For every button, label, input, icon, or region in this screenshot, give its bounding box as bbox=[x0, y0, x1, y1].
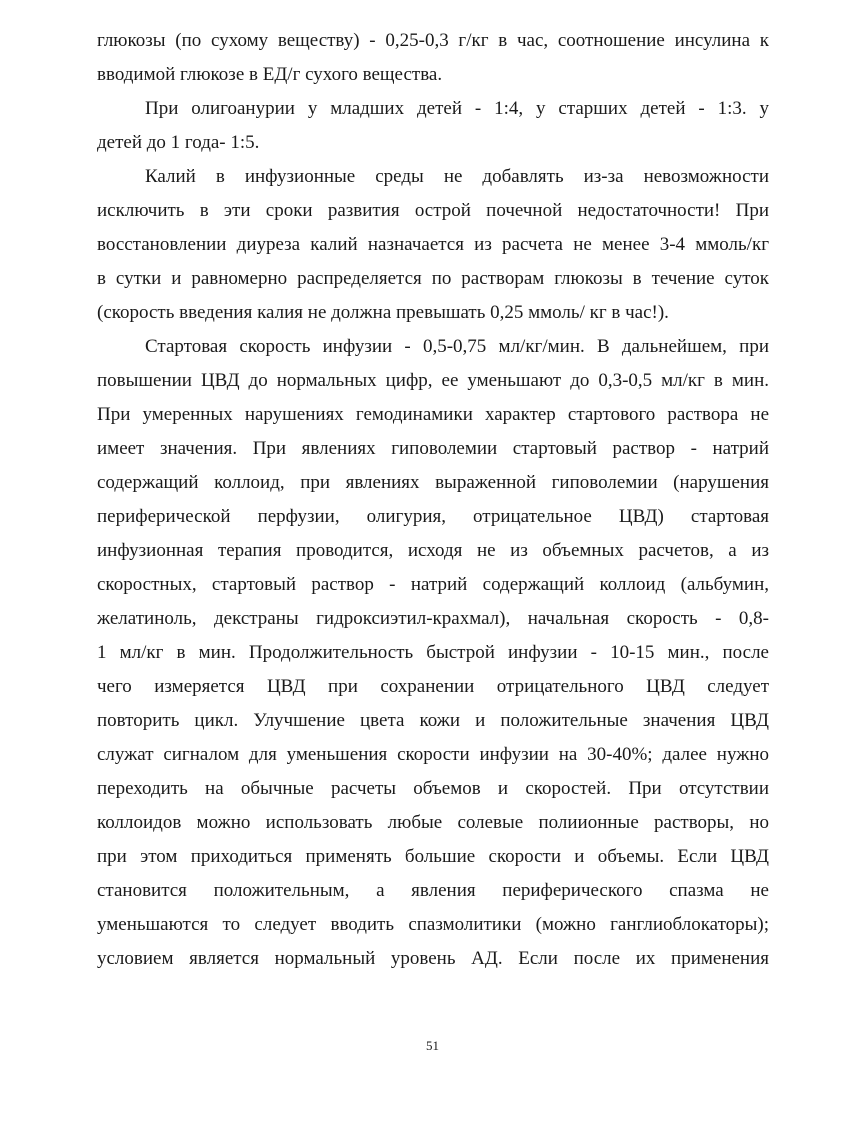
text-line: уменьшаются то следует вводить спазмолитики (можно ганглиоблокаторы); bbox=[97, 914, 769, 935]
text-line: коллоидов можно использовать любые солевые полиионные растворы, но bbox=[97, 812, 769, 833]
text-line: глюкозы (по сухому веществу) - 0,25-0,3 г/кг в час, соотношение инсулина к bbox=[97, 30, 769, 51]
text-line: повторить цикл. Улучшение цвета кожи и положительные значения ЦВД bbox=[97, 710, 769, 731]
text-line: желатиноль, декстраны гидроксиэтил-крахмал), начальная скорость - 0,8- bbox=[97, 608, 769, 629]
paragraph bbox=[97, 92, 769, 160]
text-line: 1 мл/кг в мин. Продолжительность быстрой инфузии - 10-15 мин., после bbox=[97, 642, 769, 663]
text-line: (скорость введения калия не должна превышать 0,25 ммоль/ кг в час!). bbox=[97, 302, 669, 323]
text-line: детей до 1 года- 1:5. bbox=[97, 132, 260, 153]
text-line: становится положительным, а явления периферического спазма не bbox=[97, 880, 769, 901]
text-line: вводимой глюкозе в ЕД/г сухого вещества. bbox=[97, 64, 443, 85]
text-line: при этом приходиться применять большие скорости и объемы. Если ЦВД bbox=[97, 846, 769, 867]
text-line: переходить на обычные расчеты объемов и скоростей. При отсутствии bbox=[97, 778, 769, 799]
text-line: Калий в инфузионные среды не добавлять из-за невозможности bbox=[145, 166, 769, 187]
page-number: 51 bbox=[426, 1038, 439, 1053]
text-line: содержащий коллоид, при явлениях выраженной гиповолемии (нарушения bbox=[97, 472, 769, 493]
text-line: скоростных, стартовый раствор - натрий содержащий коллоид (альбумин, bbox=[97, 574, 769, 595]
text-line: восстановлении диуреза калий назначается из расчета не менее 3-4 ммоль/кг bbox=[97, 234, 769, 255]
text-line: инфузионная терапия проводится, исходя не из объемных расчетов, а из bbox=[97, 540, 769, 561]
text-line: имеет значения. При явлениях гиповолемии стартовый раствор - натрий bbox=[97, 438, 769, 459]
text-line: повышении ЦВД до нормальных цифр, ее уменьшают до 0,3-0,5 мл/кг в мин. bbox=[97, 370, 769, 391]
paragraph bbox=[97, 330, 769, 976]
text-line: условием является нормальный уровень АД. Если после их применения bbox=[97, 948, 769, 969]
paragraph bbox=[97, 160, 769, 330]
body-text bbox=[97, 24, 769, 976]
text-line: Стартовая скорость инфузии - 0,5-0,75 мл/кг/мин. В дальнейшем, при bbox=[145, 336, 769, 357]
text-line: При олигоанурии у младших детей - 1:4, у старших детей - 1:3. у bbox=[145, 98, 769, 119]
text-line: При умеренных нарушениях гемодинамики характер стартового раствора не bbox=[97, 404, 769, 425]
text-line: исключить в эти сроки развития острой почечной недостаточности! При bbox=[97, 200, 769, 221]
text-line: чего измеряется ЦВД при сохранении отрицательного ЦВД следует bbox=[97, 676, 769, 697]
text-line: периферической перфузии, олигурия, отрицательное ЦВД) стартовая bbox=[97, 506, 769, 527]
text-line: служат сигналом для уменьшения скорости инфузии на 30-40%; далее нужно bbox=[97, 744, 769, 765]
paragraph bbox=[97, 24, 769, 92]
text-line: в сутки и равномерно распределяется по растворам глюкозы в течение суток bbox=[97, 268, 769, 289]
